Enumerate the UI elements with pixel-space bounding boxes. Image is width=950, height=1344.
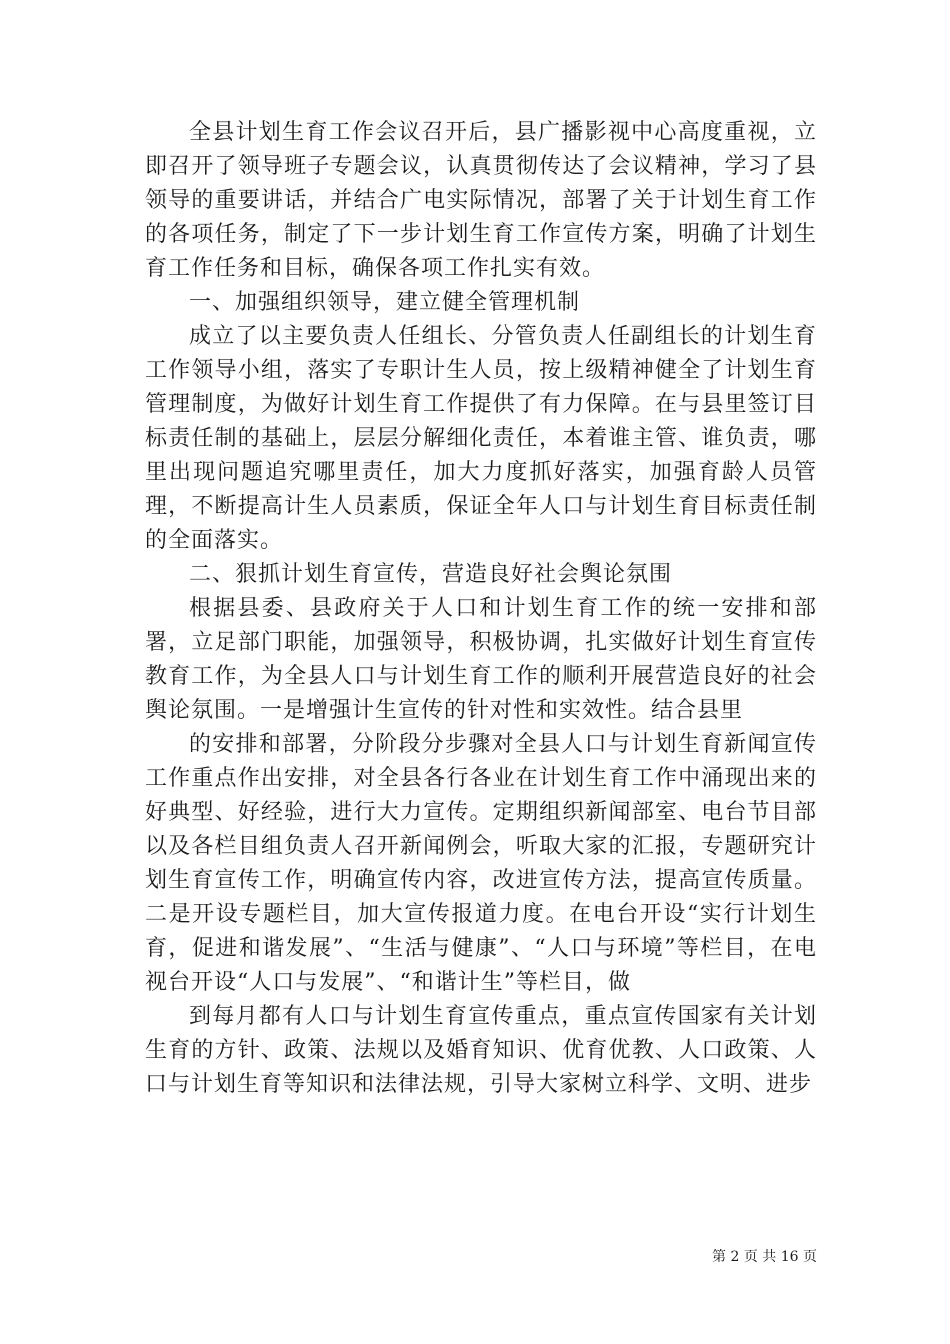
paragraph-section-1: 成立了以主要负责人任组长、分管负责人任副组长的计划生育工作领导小组，落实了专职计生人员，按上级精神健全了计划生育管理制度，为做好计划生育工作提供了有力保障。在与县里签订目标责任制的基础上，层层分解细化责任，本着谁主管、谁负责，哪里出现问题追究哪里责任，加大力度抓好落实，加强育龄人员管理，不断提高计生人员素质，保证全年人口与计划生育目标责任制的全面落实。 [145, 324, 817, 553]
section-heading-2: 二、狠抓计划生育宣传，营造良好社会舆论氛围 [189, 562, 673, 587]
document-body [145, 116, 817, 1102]
section-heading-1: 一、加强组织领导，建立健全管理机制 [189, 290, 581, 315]
paragraph-section-2b: 的安排和部署，分阶段分步骤对全县人口与计划生育新闻宣传工作重点作出安排，对全县各行各业在计划生育工作中涌现出来的好典型、好经验，进行大力宣传。定期组织新闻部室、电台节目部以及各栏目组负责人召开新闻例会，听取大家的汇报，专题研究计划生育宣传工作，明确宣传内容，改进宣传方法，提高宣传质量。二是开设专题栏目，加大宣传报道力度。在电台开设“实行计划生育，促进和谐发展”、“生活与健康”、“人口与环境”等栏目，在电视台开设“人口与发展”、“和谐计生”等栏目，做 [145, 732, 817, 995]
paragraph-intro: 全县计划生育工作会议召开后，县广播影视中心高度重视，立即召开了领导班子专题会议，认真贯彻传达了会议精神，学习了县领导的重要讲话，并结合广电实际情况，部署了关于计划生育工作的各项任务，制定了下一步计划生育工作宣传方案，明确了计划生育工作任务和目标，确保各项工作扎实有效。 [145, 120, 817, 281]
page-number-footer: 第 2 页 共 16 页 [712, 1249, 817, 1265]
paragraph-section-2c: 到每月都有人口与计划生育宣传重点，重点宣传国家有关计划生育的方针、政策、法规以及婚育知识、优育优教、人口政策、人口与计划生育等知识和法律法规，引导大家树立科学、文明、进步 [145, 1004, 817, 1097]
paragraph-section-2a: 根据县委、县政府关于人口和计划生育工作的统一安排和部署，立足部门职能，加强领导，积极协调，扎实做好计划生育宣传教育工作，为全县人口与计划生育工作的顺利开展营造良好的社会舆论氛围。一是增强计生宣传的针对性和实效性。结合县里 [145, 596, 817, 723]
